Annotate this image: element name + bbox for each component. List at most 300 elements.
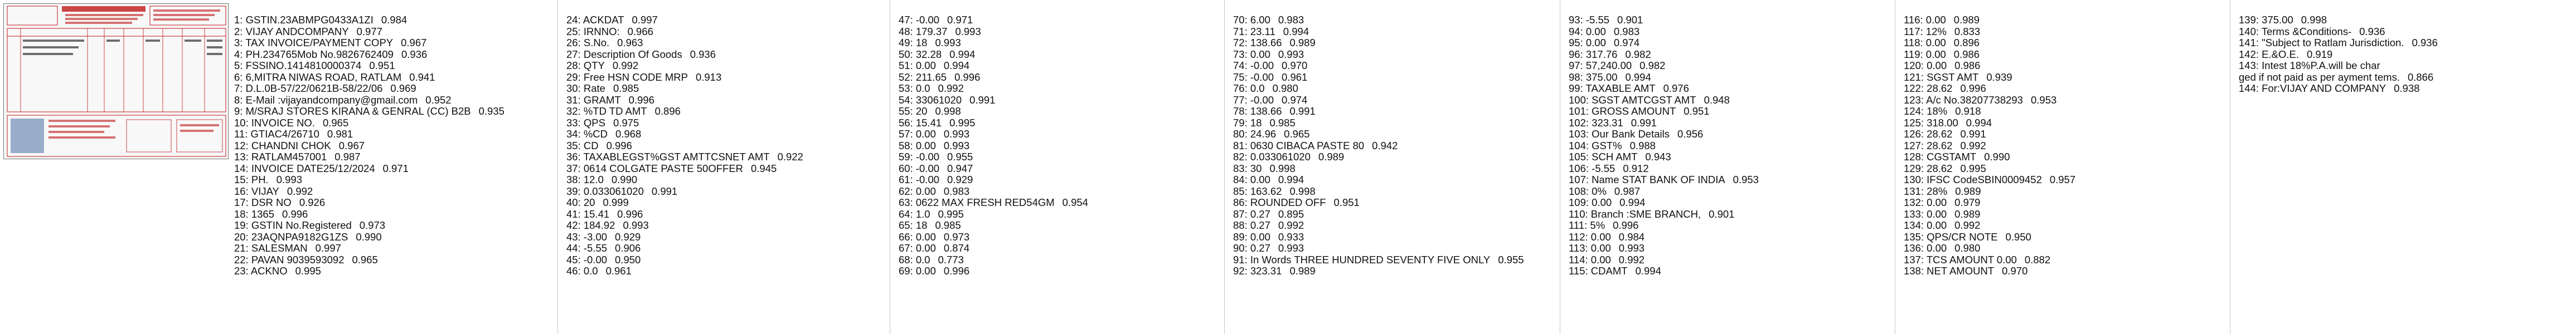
ocr-line	[566, 174, 806, 186]
ocr-line	[899, 117, 1138, 129]
ocr-line-text: DSR NO	[251, 197, 292, 208]
ocr-line-text: TAXABLE AMT	[1585, 82, 1656, 94]
ocr-line-index: 90:	[1233, 242, 1248, 254]
ocr-line-confidence: 0.994	[1625, 71, 1651, 83]
ocr-line-text: 33061020	[915, 94, 962, 106]
ocr-line-index: 141:	[2239, 37, 2259, 48]
ocr-line-confidence: 0.929	[615, 230, 641, 243]
ocr-line	[1904, 60, 2143, 72]
ocr-line-text: 0.00	[1925, 14, 1946, 26]
ocr-line-index: 83:	[1233, 162, 1248, 174]
ocr-line-index: 101:	[1569, 105, 1589, 117]
ocr-line-text: CDAMT	[1590, 265, 1628, 277]
ocr-line-confidence: 0.995	[949, 116, 976, 129]
ocr-line	[899, 106, 1138, 117]
ocr-line-confidence: 0.901	[1617, 14, 1643, 26]
ocr-line	[234, 117, 474, 129]
ocr-line-index: 142:	[2239, 48, 2259, 60]
ocr-line-index: 63:	[899, 197, 913, 208]
ocr-line-index: 58:	[899, 139, 913, 151]
ocr-line-index: 26:	[566, 37, 581, 48]
ocr-line-text: 138.66	[1250, 37, 1282, 48]
ocr-line-index: 128:	[1904, 151, 1924, 163]
ocr-line-text: 0.00	[1927, 197, 1947, 208]
ocr-line-confidence: 0.913	[695, 71, 722, 83]
ocr-line	[1569, 151, 1808, 163]
ocr-line-confidence: 0.993	[1618, 242, 1645, 254]
ocr-line-confidence: 0.992	[612, 60, 639, 71]
ocr-line	[566, 26, 806, 38]
ocr-line-text: Our Bank Details	[1592, 128, 1670, 140]
ocr-line-text: GST%	[1592, 139, 1622, 151]
ocr-line-index: 82:	[1233, 151, 1248, 163]
ocr-line-index: 62:	[899, 185, 913, 197]
ocr-line-text: 0.00	[915, 128, 936, 140]
ocr-line-index: 126:	[1904, 128, 1924, 140]
ocr-line	[2239, 37, 2478, 49]
ocr-line-text: Branch :SME BRANCH,	[1590, 208, 1701, 220]
ocr-line	[899, 49, 1138, 61]
ocr-line-index: 65:	[899, 219, 913, 231]
ocr-line-confidence: 0.996	[628, 94, 654, 106]
ocr-line-index: 139:	[2239, 14, 2259, 26]
ocr-line-text: -5.55	[1592, 162, 1616, 174]
ocr-column-1	[234, 14, 504, 277]
ocr-line-confidence: 0.994	[1635, 265, 1661, 277]
ocr-line	[1233, 186, 1473, 198]
ocr-line-confidence: 0.993	[1278, 242, 1304, 254]
ocr-line	[1233, 209, 1473, 220]
ocr-line-index: 22:	[234, 253, 249, 266]
ocr-line-confidence: 0.951	[1333, 197, 1360, 208]
ocr-line	[1904, 220, 2143, 232]
ocr-line	[2239, 83, 2478, 95]
ocr-line-confidence: 0.990	[611, 174, 638, 185]
ocr-line-index: 35:	[566, 139, 581, 151]
ocr-line-text: 0630 CIBACA PASTE 80	[1250, 139, 1365, 151]
ocr-line-confidence: 0.955	[1498, 253, 1524, 266]
ocr-line-confidence: 0.926	[299, 197, 326, 208]
ocr-line-index: 12:	[234, 139, 249, 151]
ocr-line-confidence: 0.996	[943, 265, 970, 277]
ocr-column-2	[566, 14, 806, 277]
ocr-line-index: 19:	[234, 219, 249, 231]
ocr-line	[1569, 106, 1808, 117]
ocr-line-confidence: 0.996	[1960, 82, 1986, 94]
ocr-line-index: 39:	[566, 185, 581, 197]
ocr-line	[1904, 232, 2143, 243]
ocr-line-text: D.L.0B-57/22/0621B-58/22/06	[245, 82, 383, 94]
ocr-line-text: 0614 COLGATE PASTE 50OFFER	[583, 162, 744, 174]
ocr-line-confidence: 0.988	[1629, 139, 1656, 151]
ocr-line-confidence: 0.993	[955, 25, 981, 37]
ocr-line	[1233, 220, 1473, 232]
ocr-line-index: 114:	[1569, 253, 1588, 266]
ocr-line-confidence: 0.938	[2394, 82, 2420, 94]
ocr-line	[899, 243, 1138, 254]
ocr-line-confidence: 0.980	[1272, 82, 1298, 94]
ocr-line-index: 41:	[566, 208, 581, 220]
ocr-line-text: 0.00	[1585, 37, 1606, 48]
ocr-line	[1233, 49, 1473, 61]
ocr-line	[234, 197, 474, 209]
ocr-line	[234, 26, 474, 38]
ocr-line	[566, 254, 806, 266]
ocr-line	[1904, 197, 2143, 209]
ocr-line-text: 30	[1250, 162, 1262, 174]
ocr-line-confidence: 0.989	[1955, 185, 1981, 197]
ocr-line	[1233, 129, 1473, 140]
ocr-line-text: M/SRAJ STORES KIRANA & GENRAL (CC) B2B	[245, 105, 471, 117]
ocr-line-text: 0.0	[1250, 82, 1265, 94]
ocr-line	[234, 174, 474, 186]
ocr-line-index: 72:	[1233, 37, 1248, 48]
ocr-line-text: CHANDNI CHOK	[251, 139, 331, 151]
ocr-line	[1904, 117, 2143, 129]
ocr-line	[1569, 220, 1808, 232]
ocr-line-index: 88:	[1233, 219, 1248, 231]
ocr-line-confidence: 0.979	[1954, 197, 1981, 208]
ocr-line-index: 44:	[566, 242, 581, 254]
ocr-line	[2239, 72, 2478, 84]
ocr-line-index: 17:	[234, 197, 249, 208]
ocr-line-index: 134:	[1904, 219, 1924, 231]
ocr-line-confidence: 0.939	[1986, 71, 2012, 83]
ocr-line-confidence: 0.950	[615, 253, 641, 266]
ocr-line-index: 34:	[566, 128, 581, 140]
ocr-line	[1233, 95, 1473, 106]
ocr-line-text: 0.033061020	[1250, 151, 1311, 163]
ocr-line	[234, 220, 474, 232]
ocr-line-text: 0.00	[1590, 253, 1611, 266]
ocr-line	[1233, 37, 1473, 49]
ocr-line	[1569, 129, 1808, 140]
ocr-line-text: 184.92	[583, 219, 615, 231]
ocr-line	[566, 49, 806, 61]
ocr-line-confidence: 0.989	[1289, 37, 1316, 48]
ocr-line	[1904, 186, 2143, 198]
ocr-line	[566, 106, 806, 117]
ocr-line-text: Free HSN CODE MRP	[583, 71, 688, 83]
ocr-line	[566, 72, 806, 84]
ocr-line	[566, 14, 806, 26]
ocr-line-confidence: 0.984	[381, 14, 407, 26]
ocr-line-confidence: 0.994	[1619, 197, 1646, 208]
ocr-line-index: 133:	[1904, 208, 1924, 220]
ocr-line-index: 25:	[566, 25, 581, 37]
ocr-line-index: 107:	[1569, 174, 1589, 185]
ocr-line-confidence: 0.993	[935, 37, 961, 48]
ocr-line	[1233, 253, 1524, 266]
ocr-line	[1233, 174, 1473, 186]
ocr-line-confidence: 0.990	[356, 230, 382, 243]
ocr-line-text: -0.00	[915, 162, 940, 174]
ocr-line	[234, 243, 474, 254]
ocr-line-index: 5:	[234, 60, 243, 71]
ocr-line-confidence: 0.918	[1955, 105, 1981, 117]
ocr-line-text: QTY	[583, 60, 605, 71]
ocr-line-confidence: 0.999	[603, 197, 629, 208]
ocr-line-text: 23AQNPA9182G1ZS	[251, 230, 348, 243]
document-thumbnail-icon	[3, 3, 229, 159]
ocr-line-confidence: 0.912	[1623, 162, 1649, 174]
ocr-line-confidence: 0.983	[943, 185, 970, 197]
ocr-line-confidence: 0.956	[1677, 128, 1704, 140]
ocr-line-text: %TD TD AMT	[583, 105, 647, 117]
ocr-line-index: 43:	[566, 230, 581, 243]
ocr-line-confidence: 0.977	[356, 25, 382, 37]
ocr-line-index: 6:	[234, 71, 243, 83]
ocr-line-text: 28.62	[1927, 162, 1953, 174]
ocr-line-text: IFSC CodeSBIN0009452	[1927, 174, 2042, 185]
ocr-line-confidence: 0.983	[1613, 25, 1640, 37]
ocr-line-index: 30:	[566, 82, 581, 94]
ocr-line-index: 99:	[1569, 82, 1583, 94]
ocr-line-text: 18	[915, 37, 928, 48]
ocr-line-index: 60:	[899, 162, 913, 174]
ocr-line	[566, 151, 806, 163]
ocr-line-confidence: 0.990	[1984, 151, 2010, 163]
ocr-line	[234, 129, 474, 140]
ocr-line-confidence: 0.998	[935, 105, 961, 117]
ocr-line-index: 55:	[899, 105, 913, 117]
ocr-line-text: -0.00	[915, 14, 940, 26]
ocr-line-text: SGST AMTCGST AMT	[1592, 94, 1696, 106]
ocr-line-confidence: 0.874	[943, 242, 970, 254]
ocr-line	[1569, 37, 1808, 49]
ocr-line	[566, 37, 806, 49]
ocr-line-text: 0.00	[1925, 48, 1946, 60]
ocr-line	[1569, 49, 1808, 61]
ocr-line	[2239, 26, 2478, 38]
ocr-line-text: 211.65	[915, 71, 947, 83]
ocr-line-index: 2:	[234, 25, 243, 37]
ocr-line-index: 36:	[566, 151, 581, 163]
ocr-line-text: -5.55	[583, 242, 608, 254]
ocr-line-index: 85:	[1233, 185, 1248, 197]
ocr-line	[566, 95, 806, 106]
ocr-line-text: 0.00	[1585, 25, 1606, 37]
ocr-line	[234, 83, 474, 95]
ocr-line-index: 8:	[234, 94, 243, 106]
ocr-line-text: CD	[583, 139, 599, 151]
ocr-line-text: "Subject to Ratlam Jurisdiction.	[2262, 37, 2404, 48]
ocr-line	[234, 72, 474, 84]
ocr-line	[566, 266, 806, 277]
ocr-line	[1569, 254, 1808, 266]
ocr-line-confidence: 0.953	[1733, 174, 1759, 185]
ocr-line-confidence: 0.994	[949, 48, 976, 60]
ocr-line-text: S.No.	[583, 37, 610, 48]
ocr-line	[1569, 95, 1808, 106]
ocr-column-7	[2239, 14, 2478, 95]
ocr-line	[899, 266, 1138, 277]
ocr-line-confidence: 0.967	[338, 139, 365, 151]
ocr-line-index: 67:	[899, 242, 913, 254]
ocr-line-text: ACKNO	[250, 265, 288, 277]
ocr-line-confidence: 0.942	[1372, 139, 1398, 151]
ocr-line	[234, 95, 474, 106]
ocr-line-index: 14:	[234, 162, 249, 174]
ocr-line-index: 31:	[566, 94, 581, 106]
ocr-line	[2239, 60, 2478, 72]
ocr-line-index: 11:	[234, 128, 248, 140]
ocr-line-index: 136:	[1904, 242, 1924, 254]
ocr-line-confidence: 0.773	[938, 253, 964, 266]
ocr-line-index: 109:	[1569, 197, 1589, 208]
ocr-line-index: 89:	[1233, 230, 1248, 243]
ocr-line-confidence: 0.995	[938, 208, 964, 220]
ocr-line-confidence: 0.997	[632, 14, 658, 26]
ocr-line-confidence: 0.987	[1614, 185, 1641, 197]
ocr-column-6	[1904, 14, 2143, 277]
ocr-line-confidence: 0.992	[1954, 219, 1981, 231]
ocr-line	[1569, 209, 1808, 220]
ocr-line	[234, 232, 474, 243]
ocr-line	[566, 83, 806, 95]
ocr-line-confidence: 0.961	[605, 265, 632, 277]
ocr-line-index: 33:	[566, 116, 581, 129]
ocr-line	[1569, 243, 1808, 254]
ocr-line-index: 116:	[1904, 14, 1923, 26]
ocr-line-index: 76:	[1233, 82, 1248, 94]
ocr-line-text: ACKDAT	[583, 14, 624, 26]
ocr-line-text: 0.27	[1250, 219, 1270, 231]
ocr-line-text: 0.0	[583, 265, 598, 277]
ocr-line-text: 0.00	[1250, 174, 1270, 185]
ocr-line-index: 78:	[1233, 105, 1248, 117]
ocr-line-confidence: 0.985	[935, 219, 961, 231]
ocr-line	[899, 26, 1138, 38]
ocr-line-index: 115:	[1569, 265, 1588, 277]
ocr-line-index: 129:	[1904, 162, 1924, 174]
ocr-line	[2239, 49, 2478, 61]
ocr-line	[899, 140, 1138, 152]
ocr-line-index: 97:	[1569, 60, 1583, 71]
ocr-line	[1904, 209, 2143, 220]
ocr-line	[234, 151, 474, 163]
ocr-line-index: 144:	[2239, 82, 2259, 94]
ocr-line-text: GSTIN No.Registered	[251, 219, 352, 231]
ocr-line	[566, 232, 806, 243]
ocr-line-index: 132:	[1904, 197, 1924, 208]
ocr-line-index: 23:	[234, 265, 249, 277]
ocr-line-confidence: 0.991	[651, 185, 678, 197]
ocr-line-confidence: 0.948	[1704, 94, 1730, 106]
ocr-line-confidence: 0.933	[1278, 230, 1304, 243]
ocr-line-confidence: 0.943	[1645, 151, 1671, 163]
ocr-line-confidence: 0.994	[1283, 25, 1309, 37]
ocr-line-index: 61:	[899, 174, 913, 185]
ocr-line-text: 57,240.00	[1585, 60, 1632, 71]
ocr-line-confidence: 0.985	[1269, 116, 1296, 129]
ocr-line	[899, 129, 1138, 140]
ocr-column-5	[1569, 14, 1808, 277]
ocr-line	[1569, 26, 1808, 38]
ocr-line-text: 375.00	[1585, 71, 1618, 83]
ocr-line-index: 18:	[234, 208, 249, 220]
ocr-line-text: 375.00	[2262, 14, 2293, 26]
ocr-line-index: 130:	[1904, 174, 1924, 185]
ocr-line-confidence: 0.901	[1709, 208, 1735, 220]
ocr-line-text: 12.0	[583, 174, 604, 185]
ocr-line	[1569, 174, 1808, 186]
ocr-line-confidence: 0.992	[1618, 253, 1645, 266]
ocr-line-index: 27:	[566, 48, 581, 60]
ocr-line-confidence: 0.997	[315, 242, 341, 254]
ocr-line	[1904, 37, 2143, 49]
ocr-line	[1233, 163, 1473, 175]
ocr-line-index: 98:	[1569, 71, 1583, 83]
ocr-line-confidence: 0.833	[1954, 25, 1981, 37]
ocr-line	[566, 117, 806, 129]
ocr-line-confidence: 0.993	[943, 128, 970, 140]
ocr-line-confidence: 0.991	[1631, 116, 1657, 129]
ocr-line	[1904, 49, 2143, 61]
ocr-line	[234, 140, 474, 152]
ocr-line-text: 12%	[1925, 25, 1947, 37]
ocr-line-confidence: 0.992	[1960, 139, 1986, 151]
ocr-line-index: 50:	[899, 48, 913, 60]
ocr-line-text: ged if not paid as per ayment tems.	[2239, 71, 2400, 83]
ocr-line-confidence: 0.996	[606, 139, 632, 151]
ocr-line-index: 143:	[2239, 60, 2259, 71]
ocr-line-index: 138:	[1904, 265, 1924, 277]
ocr-line	[234, 266, 474, 277]
ocr-line	[899, 197, 1138, 209]
ocr-line-index: 127:	[1904, 139, 1924, 151]
ocr-line	[1569, 72, 1808, 84]
ocr-line-index: 104:	[1569, 139, 1589, 151]
ocr-line-index: 122:	[1904, 82, 1924, 94]
ocr-line-text: 18	[1250, 116, 1262, 129]
ocr-line-text: NET AMOUNT	[1927, 265, 1995, 277]
ocr-line-index: 16:	[234, 185, 249, 197]
ocr-line-confidence: 0.975	[613, 116, 639, 129]
ocr-line-text: 32.28	[915, 48, 942, 60]
ocr-line-text: Name STAT BANK OF INDIA	[1592, 174, 1725, 185]
ocr-line-index: 29:	[566, 71, 581, 83]
ocr-line	[1904, 140, 2143, 152]
ocr-line-confidence: 0.981	[327, 128, 353, 140]
ocr-line-text: 24.96	[1250, 128, 1277, 140]
ocr-line-confidence: 0.906	[615, 242, 641, 254]
ocr-line-confidence: 0.953	[2030, 94, 2057, 106]
ocr-line	[234, 209, 474, 220]
ocr-line-index: 105:	[1569, 151, 1589, 163]
ocr-line-index: 121:	[1904, 71, 1924, 83]
ocr-line-text: VIJAY ANDCOMPANY	[245, 25, 349, 37]
ocr-line-text: 28.62	[1927, 139, 1953, 151]
ocr-line-index: 51:	[899, 60, 913, 71]
ocr-line	[1233, 106, 1473, 117]
ocr-line-text: GROSS AMOUNT	[1592, 105, 1676, 117]
ocr-line	[566, 60, 806, 72]
ocr-line	[1904, 95, 2143, 106]
ocr-line	[1904, 14, 2143, 26]
ocr-line-confidence: 0.996	[617, 208, 643, 220]
ocr-line-confidence: 0.919	[2306, 48, 2333, 60]
ocr-line	[1233, 140, 1473, 152]
ocr-line	[899, 60, 1138, 72]
ocr-line-confidence: 0.996	[1613, 219, 1639, 231]
ocr-line	[566, 209, 806, 220]
ocr-line-confidence: 0.941	[409, 71, 435, 83]
ocr-line-text: QPS	[583, 116, 605, 129]
ocr-line-text: 20	[915, 105, 928, 117]
ocr-line-index: 38:	[566, 174, 581, 185]
ocr-line	[566, 186, 806, 198]
